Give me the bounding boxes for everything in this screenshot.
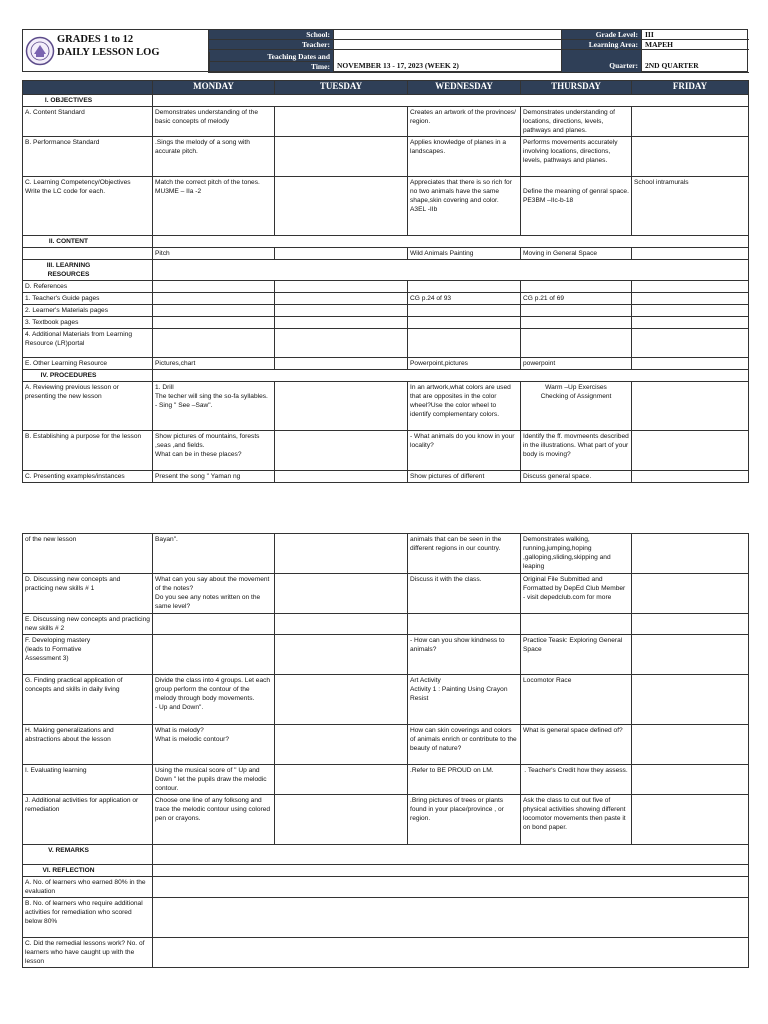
row-label: of the new lesson xyxy=(23,534,153,574)
table-row xyxy=(23,293,749,305)
dates-label: Teaching Dates and Time: xyxy=(208,50,333,73)
tuesday-cell xyxy=(275,635,408,675)
document-title: GRADES 1 to 12 DAILY LESSON LOG xyxy=(57,34,160,58)
reflection-label: V. REMARKS xyxy=(23,845,153,865)
page-2 xyxy=(0,530,768,1024)
day-header-row xyxy=(23,81,749,95)
wednesday-cell: Discuss it with the class. xyxy=(408,574,521,614)
section-row xyxy=(23,236,749,248)
tuesday-cell xyxy=(275,765,408,795)
monday-cell: Demonstrates understanding of the basic concepts of melody xyxy=(153,107,275,137)
school-label: School: xyxy=(208,30,333,40)
wednesday-cell: Applies knowledge of planes in a landscapes. xyxy=(408,137,521,177)
tuesday-cell xyxy=(275,329,408,358)
monday-cell: Show pictures of mountains, forests ,seas ,and fields. What can be in these places? xyxy=(153,431,275,471)
friday-cell xyxy=(632,305,749,317)
thursday-cell: Demonstrates understanding of locations, directions, levels, pathways and planes. xyxy=(521,107,632,137)
table-row xyxy=(23,574,749,614)
area-label: Learning Area: xyxy=(561,40,641,50)
monday-cell: Match the correct pitch of the tones. MU3ME – IIa -2 xyxy=(153,177,275,236)
monday-cell: What is melody? What is melodic contour? xyxy=(153,725,275,765)
friday-cell xyxy=(632,293,749,305)
friday-cell xyxy=(632,281,749,293)
thursday-cell: . Teacher's Credit how they assess. xyxy=(521,765,632,795)
friday-cell xyxy=(632,107,749,137)
wednesday-cell: How can skin coverings and colors of animals enrich or contribute to the beauty of nature? xyxy=(408,725,521,765)
monday-cell xyxy=(153,281,275,293)
quarter-label: Quarter: xyxy=(561,50,641,73)
page-1 xyxy=(0,0,768,480)
thursday-cell: Warm –Up Exercises Checking of Assignment xyxy=(521,382,632,431)
table-row xyxy=(23,635,749,675)
friday-cell: School intramurals xyxy=(632,177,749,236)
wednesday-cell xyxy=(408,317,521,329)
table-row xyxy=(23,845,749,865)
tuesday-cell xyxy=(275,431,408,471)
friday-cell xyxy=(632,471,749,483)
table-row xyxy=(23,865,749,877)
table-row xyxy=(23,177,749,236)
table-row xyxy=(23,877,749,898)
monday-cell xyxy=(153,614,275,635)
monday-cell xyxy=(153,329,275,358)
friday-cell xyxy=(632,329,749,358)
thursday-cell xyxy=(521,329,632,358)
table-row xyxy=(23,107,749,137)
section-label: II. CONTENT xyxy=(23,236,153,248)
reflection-answer xyxy=(153,877,749,898)
tuesday-cell xyxy=(275,293,408,305)
tuesday-cell xyxy=(275,248,408,260)
monday-cell: Pitch xyxy=(153,248,275,260)
monday-cell: Pictures,chart xyxy=(153,358,275,370)
row-label: J. Additional activities for application or remediation xyxy=(23,795,153,845)
friday-cell xyxy=(632,795,749,845)
section-row xyxy=(23,370,749,382)
thursday-cell: Demonstrates walking, running,jumping,hoping ,galloping,sliding,skipping and leaping xyxy=(521,534,632,574)
table-row xyxy=(23,305,749,317)
lesson-log-table-page-2 xyxy=(22,533,749,968)
wednesday-cell: Show pictures of different xyxy=(408,471,521,483)
table-row xyxy=(23,765,749,795)
day-header-tuesday: TUESDAY xyxy=(275,81,408,95)
day-header-monday: MONDAY xyxy=(153,81,275,95)
tuesday-cell xyxy=(275,317,408,329)
friday-cell xyxy=(632,358,749,370)
dates-value: NOVEMBER 13 - 17, 2023 (WEEK 2) xyxy=(333,50,561,73)
tuesday-cell xyxy=(275,281,408,293)
tuesday-cell xyxy=(275,675,408,725)
tuesday-cell xyxy=(275,471,408,483)
thursday-cell xyxy=(521,317,632,329)
thursday-cell: Original File Submitted and Formatted by DepEd Club Member - visit depedclub.com for more xyxy=(521,574,632,614)
section-fill xyxy=(153,370,749,382)
reflection-label: A. No. of learners who earned 80% in the evaluation xyxy=(23,877,153,898)
tuesday-cell xyxy=(275,177,408,236)
friday-cell xyxy=(632,725,749,765)
monday-cell: Choose one line of any folksong and trace the melodic contour using colored pen or crayons. xyxy=(153,795,275,845)
row-label: 1. Teacher's Guide pages xyxy=(23,293,153,305)
teacher-label: Teacher: xyxy=(208,40,333,50)
table-row xyxy=(23,795,749,845)
table-row xyxy=(23,281,749,293)
section-fill xyxy=(153,95,749,107)
school-value xyxy=(333,30,561,40)
blank-header xyxy=(23,81,153,95)
monday-cell xyxy=(153,305,275,317)
friday-cell xyxy=(632,614,749,635)
thursday-cell: Discuss general space. xyxy=(521,471,632,483)
row-label xyxy=(23,248,153,260)
tuesday-cell xyxy=(275,107,408,137)
wednesday-cell: animals that can be seen in the different regions in our country. xyxy=(408,534,521,574)
row-label: C. Learning Competency/Objectives Write the LC code for each. xyxy=(23,177,153,236)
day-header-friday: FRIDAY xyxy=(632,81,749,95)
thursday-cell: powerpoint xyxy=(521,358,632,370)
wednesday-cell: .Bring pictures of trees or plants found in your place/province , or region. xyxy=(408,795,521,845)
tuesday-cell xyxy=(275,795,408,845)
row-label: E. Discussing new concepts and practicing new skills # 2 xyxy=(23,614,153,635)
friday-cell xyxy=(632,574,749,614)
day-header-wednesday: WEDNESDAY xyxy=(408,81,521,95)
thursday-cell xyxy=(521,281,632,293)
wednesday-cell: Powerpoint,pictures xyxy=(408,358,521,370)
section-label: I. OBJECTIVES xyxy=(23,95,153,107)
row-label: I. Evaluating learning xyxy=(23,765,153,795)
friday-cell xyxy=(632,317,749,329)
monday-cell: Divide the class into 4 groups. Let each group perform the contour of the melody through body movements. - Up and Down". xyxy=(153,675,275,725)
friday-cell xyxy=(632,382,749,431)
wednesday-cell: CG p.24 of 93 xyxy=(408,293,521,305)
tuesday-cell xyxy=(275,534,408,574)
table-row xyxy=(23,248,749,260)
thursday-cell: Performs movements accurately involving locations, directions, levels, pathways and planes. xyxy=(521,137,632,177)
wednesday-cell xyxy=(408,329,521,358)
wednesday-cell xyxy=(408,305,521,317)
friday-cell xyxy=(632,431,749,471)
reflection-answer xyxy=(153,845,749,865)
table-row xyxy=(23,137,749,177)
section-row xyxy=(23,260,749,281)
tuesday-cell xyxy=(275,137,408,177)
monday-cell xyxy=(153,317,275,329)
thursday-cell: What is general space defined of? xyxy=(521,725,632,765)
wednesday-cell: Creates an artwork of the provinces/ region. xyxy=(408,107,521,137)
tuesday-cell xyxy=(275,382,408,431)
table-row xyxy=(23,614,749,635)
table-row xyxy=(23,938,749,968)
thursday-cell xyxy=(521,614,632,635)
reflection-answer xyxy=(153,938,749,968)
teacher-value xyxy=(333,40,561,50)
table-row xyxy=(23,725,749,765)
wednesday-cell: - What animals do you know in your locality? xyxy=(408,431,521,471)
thursday-cell xyxy=(521,305,632,317)
reflection-label: C. Did the remedial lessons work? No. of learners who have caught up with the lesson xyxy=(23,938,153,968)
thursday-cell: Identify the ff. movmeents described in the illustrations. What part of your body is moving? xyxy=(521,431,632,471)
tuesday-cell xyxy=(275,614,408,635)
row-label: E. Other Learning Resource xyxy=(23,358,153,370)
wednesday-cell: Appreciates that there is so rich for no two animals have the same shape,skin covering and color. A3EL -IIb xyxy=(408,177,521,236)
friday-cell xyxy=(632,635,749,675)
friday-cell xyxy=(632,765,749,795)
reflection-answer xyxy=(153,898,749,938)
table-row xyxy=(23,675,749,725)
wednesday-cell: In an artwork,what colors are used that are opposites in the color wheel?Use the color wheel to identify complementary colors. xyxy=(408,382,521,431)
thursday-cell: Ask the class to cut out five of physical activities showing different locomotor movements then paste it on bond paper. xyxy=(521,795,632,845)
thursday-cell: Define the meaning of genral space. PE3BM –IIc-b-18 xyxy=(521,177,632,236)
friday-cell xyxy=(632,248,749,260)
day-header-thursday: THURSDAY xyxy=(521,81,632,95)
wednesday-cell: Art Activity Activity 1 : Painting Using Crayon Resist xyxy=(408,675,521,725)
table-row xyxy=(23,431,749,471)
quarter-value: 2ND QUARTER xyxy=(641,50,749,73)
tuesday-cell xyxy=(275,358,408,370)
monday-cell: Present the song " Yaman ng xyxy=(153,471,275,483)
reflection-label: B. No. of learners who require additional activities for remediation who scored below 80% xyxy=(23,898,153,938)
reflection-answer xyxy=(153,865,749,877)
row-label: B. Establishing a purpose for the lesson xyxy=(23,431,153,471)
row-label: C. Presenting examples/instances xyxy=(23,471,153,483)
table-row xyxy=(23,317,749,329)
thursday-cell: CG p.21 of 69 xyxy=(521,293,632,305)
row-label: 2. Learner's Materials pages xyxy=(23,305,153,317)
row-label: G. Finding practical application of concepts and skills in daily living xyxy=(23,675,153,725)
header-info-grid xyxy=(208,30,749,73)
thursday-cell: Locomotor Race xyxy=(521,675,632,725)
table-row xyxy=(23,898,749,938)
monday-cell: What can you say about the movement of the notes? Do you see any notes written on the same level? xyxy=(153,574,275,614)
row-label: D. Discussing new concepts and practicing new skills # 1 xyxy=(23,574,153,614)
row-label: H. Making generalizations and abstractions about the lesson xyxy=(23,725,153,765)
tuesday-cell xyxy=(275,725,408,765)
grade-value: III xyxy=(641,30,749,40)
wednesday-cell: Wild Animals Painting xyxy=(408,248,521,260)
area-value: MAPEH xyxy=(641,40,749,50)
row-label: 3. Textbook pages xyxy=(23,317,153,329)
row-label: D. References xyxy=(23,281,153,293)
section-fill xyxy=(153,260,749,281)
table-row xyxy=(23,382,749,431)
reflection-label: VI. REFLECTION xyxy=(23,865,153,877)
friday-cell xyxy=(632,675,749,725)
thursday-cell: Moving in General Space xyxy=(521,248,632,260)
tuesday-cell xyxy=(275,305,408,317)
table-row xyxy=(23,329,749,358)
table-row xyxy=(23,358,749,370)
monday-cell: Using the musical score of " Up and Down " let the pupils draw the melodic contour. xyxy=(153,765,275,795)
monday-cell: .Sings the melody of a song with accurate pitch. xyxy=(153,137,275,177)
section-fill xyxy=(153,236,749,248)
section-label: III. LEARNING RESOURCES xyxy=(23,260,153,281)
section-row xyxy=(23,95,749,107)
grade-label: Grade Level: xyxy=(561,30,641,40)
row-label: 4. Additional Materials from Learning Resource (LR)portal xyxy=(23,329,153,358)
monday-cell xyxy=(153,635,275,675)
wednesday-cell: .Refer to BE PROUD on LM. xyxy=(408,765,521,795)
row-label: B. Performance Standard xyxy=(23,137,153,177)
deped-seal-icon xyxy=(24,31,56,70)
friday-cell xyxy=(632,534,749,574)
row-label: A. Reviewing previous lesson or presenting the new lesson xyxy=(23,382,153,431)
thursday-cell: Practice Teask: Exploring General Space xyxy=(521,635,632,675)
monday-cell: Bayan". xyxy=(153,534,275,574)
monday-cell xyxy=(153,293,275,305)
row-label: A. Content Standard xyxy=(23,107,153,137)
tuesday-cell xyxy=(275,574,408,614)
document-header xyxy=(22,29,748,72)
friday-cell xyxy=(632,137,749,177)
section-label: IV. PROCEDURES xyxy=(23,370,153,382)
monday-cell: 1. Drill The techer will sing the so-fa syllables. - Sing " See –Saw". xyxy=(153,382,275,431)
table-row xyxy=(23,471,749,483)
row-label: F. Developing mastery (leads to Formative Assessment 3) xyxy=(23,635,153,675)
wednesday-cell: - How can you show kindness to animals? xyxy=(408,635,521,675)
wednesday-cell xyxy=(408,281,521,293)
lesson-log-table-page-1 xyxy=(22,80,749,483)
wednesday-cell xyxy=(408,614,521,635)
table-row xyxy=(23,534,749,574)
